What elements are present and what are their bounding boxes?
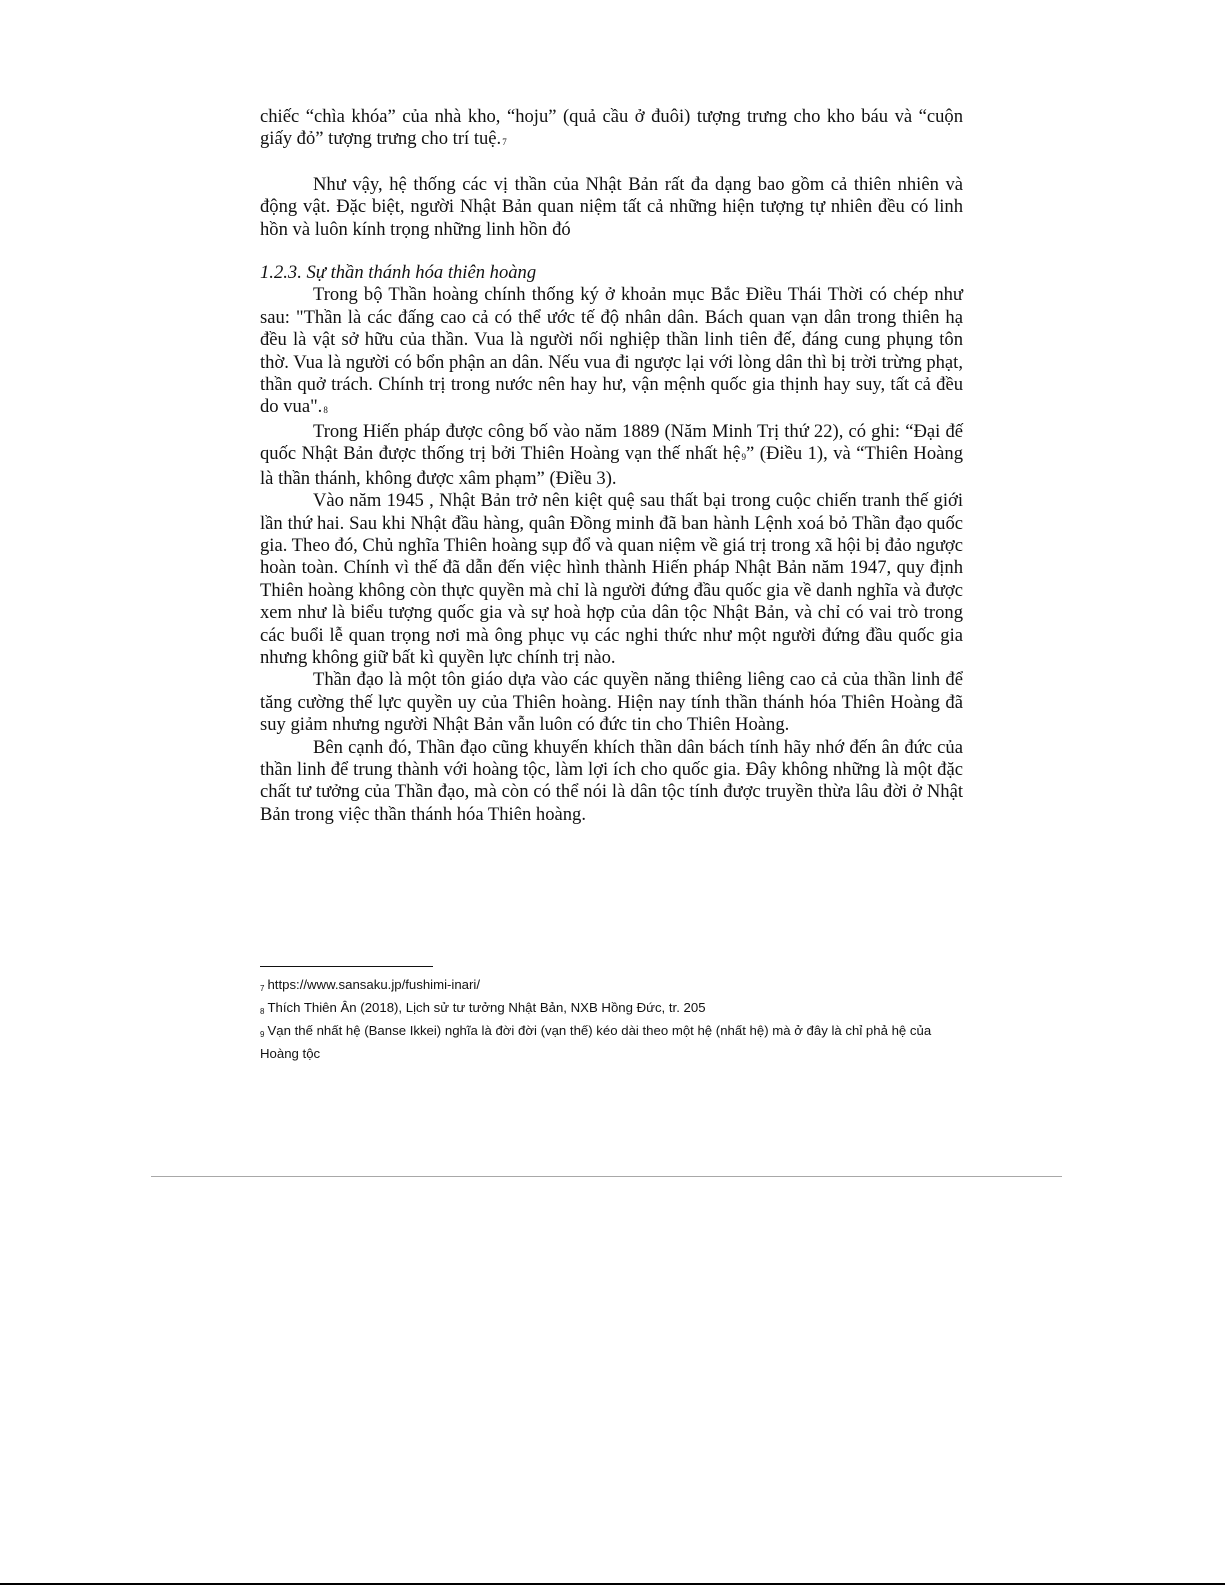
paragraph-text: Vào năm 1945 , Nhật Bản trở nên kiệt quệ sau thất bại trong cuộc chiến tranh thế giới lần thứ hai. Sau khi Nhật đầu hàng, quân Đồng minh đã ban hành Lệnh xoá bỏ Thần đạo quốc gia. Theo đó, Chủ nghĩa Thiên hoàng sụp đổ và quan niệm về giá trị trong xã hội bị đảo ngược hoàn toàn. Chính vì thế đã dẫn đến việc hình thành Hiến pháp Nhật Bản năm 1947, quy định Thiên hoàng không còn thực quyền mà chỉ là người đứng đầu quốc gia về danh nghĩa và được xem như là biểu tượng quốc gia và sự hoà hợp của dân tộc Nhật Bản, và chỉ có vai trò trong các buổi lễ quan trọng nơi mà ông phục vụ các nghi thức như một người đứng đầu quốc gia nhưng không giữ bất kì quyền lực chính trị nào. bbox=[260, 490, 963, 668]
footnote-number: 8 bbox=[260, 1007, 265, 1016]
paragraph-meiji-constitution bbox=[260, 421, 963, 490]
footnote-number: 9 bbox=[260, 1030, 265, 1039]
paragraph-shinto-loyalty bbox=[260, 737, 963, 827]
section-heading: 1.2.3. Sự thần thánh hóa thiên hoàng bbox=[260, 262, 537, 284]
footnote-reference-9[interactable]: 9 bbox=[741, 452, 747, 463]
paragraph-shinto-religion bbox=[260, 669, 963, 736]
footnote-text: Vạn thế nhất hệ (Banse Ikkei) nghĩa là đời đời (vạn thế) kéo dài theo một hệ (nhất hệ) mà ở đây là chỉ phả hệ của Hoàng tộc bbox=[260, 1023, 932, 1061]
paragraph-postwar-1945 bbox=[260, 490, 963, 669]
footnote-separator-rule bbox=[260, 966, 433, 967]
paragraph-text: Bên cạnh đó, Thần đạo cũng khuyến khích thần dân bách tính hãy nhớ đến ân đức của thần linh để trung thành với hoàng tộc, làm lợi ích cho quốc gia. Đây không những là một đặc chất tư tưởng của Thần đạo, mà còn có thể nói là dân tộc tính được truyền thừa lâu đời ở Nhật Bản trong việc thần thánh hóa Thiên hoàng. bbox=[260, 736, 963, 825]
page-separator-line bbox=[151, 1176, 1062, 1177]
footnote-reference-8[interactable]: 8 bbox=[323, 405, 328, 416]
paragraph-chronicle-quote bbox=[260, 284, 963, 420]
footnote-number: 7 bbox=[260, 984, 265, 993]
paragraph-deity-system bbox=[260, 174, 963, 241]
paragraph-text: Như vậy, hệ thống các vị thần của Nhật Bản rất đa dạng bao gồm cả thiên nhiên và động vật. Đặc biệt, người Nhật Bản quan niệm tất cả những hiện tượng tự nhiên đều có linh hồn và luôn kính trọng những linh hồn đó bbox=[260, 173, 963, 240]
paragraph-text: chiếc “chìa khóa” của nhà kho, “hoju” (quả cầu ở đuôi) tượng trưng cho kho báu và “cuộn giấy đỏ” tượng trưng cho trí tuệ. bbox=[260, 106, 963, 150]
paragraph-text: ” (Điều 1), và “Thiên Hoàng là thần thánh, không được xâm phạm” (Điều 3). bbox=[260, 443, 963, 489]
paragraph-text: Thần đạo là một tôn giáo dựa vào các quyền năng thiêng liêng cao cả của thần linh để tăng cường thế lực quyền uy của Thiên hoàng. Hiện nay tính thần thánh hóa Thiên Hoàng đã suy giảm nhưng người Nhật Bản vẫn luôn có đức tin cho Thiên Hoàng. bbox=[260, 669, 963, 736]
paragraph-text: Trong bộ Thần hoàng chính thống ký ở khoản mục Bắc Điều Thái Thời có chép như sau: "Thần là các đấng cao cả có thể ước tế độ nhân dân. Bách quan vạn dân trong thiên hạ đều là vật sở hữu của thần. Vua là người nối nghiệp thần linh tiên đế, đáng cung phụng tôn thờ. Vua là người có bổn phận an dân. Nếu vua đi ngược lại với lòng dân thì bị trời trừng phạt, thần quở trách. Chính trị trong nước nên hay hư, vận mệnh quốc gia thịnh hay suy, tất cả đều do vua". bbox=[260, 284, 963, 418]
document-body bbox=[260, 106, 963, 826]
footnote-link[interactable]: https://www.sansaku.jp/fushimi-inari/ bbox=[267, 977, 480, 992]
footnote-reference-7[interactable]: 7 bbox=[502, 137, 507, 148]
paragraph-key-symbols bbox=[260, 106, 963, 153]
footnotes bbox=[260, 974, 960, 1064]
footnote-text: Thích Thiên Ân (2018), Lịch sử tư tưởng Nhật Bản, NXB Hồng Đức, tr. 205 bbox=[267, 1000, 706, 1015]
footnote-item bbox=[260, 974, 960, 997]
footnote-item bbox=[260, 997, 960, 1020]
footnote-item bbox=[260, 1020, 960, 1064]
paragraph-text: Trong Hiến pháp được công bố vào năm 1889 (Năm Minh Trị thứ 22), có ghi: “Đại đế quốc Nhật Bản được thống trị bởi Thiên Hoàng vạn thế nhất hệ bbox=[260, 420, 963, 465]
